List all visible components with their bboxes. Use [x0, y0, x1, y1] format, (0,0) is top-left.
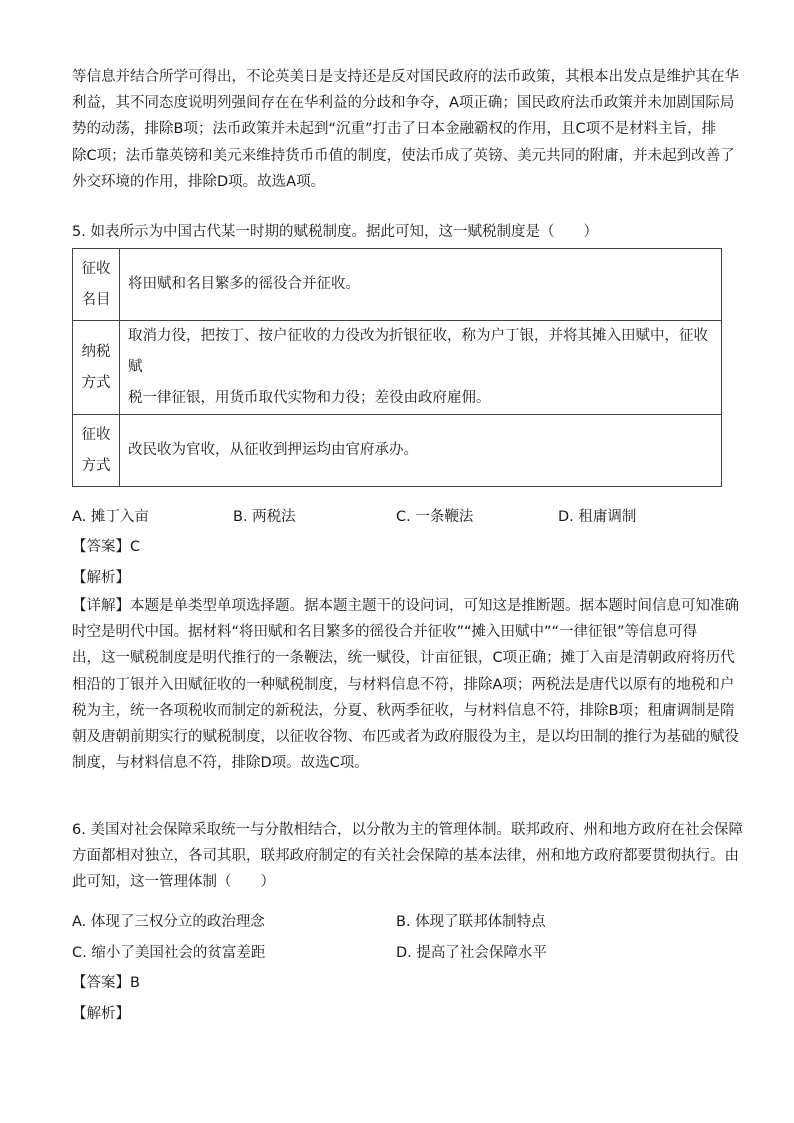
tax-system-table: [72, 248, 722, 487]
q4-analysis-paragraph: [72, 64, 739, 195]
text-line: 税为主，统一各项税收而制定的新税法，分夏、秋两季征收，与材料信息不符，排除B项；租庸调制是隋: [72, 702, 735, 719]
text-line: 【详解】本题是单类型单项选择题。据本题主题干的设问词，可知这是推断题。据本题时间信息可知准确: [72, 598, 739, 614]
text-line: 时空是明代中国。据材料“将田赋和名目繁多的徭役合并征收”“摊入田赋中”“一律征银”等信息可得: [72, 624, 698, 641]
q5-option-b: B. 两税法: [233, 509, 296, 525]
label-line: 纳税: [81, 343, 111, 360]
q5-analysis-title: 【解析】: [72, 570, 130, 586]
row-label: [73, 415, 120, 487]
content-line: 税一律征银，用货币取代实物和力役；差役由政府雇佣。: [128, 390, 491, 406]
q5-option-d: D. 租庸调制: [558, 509, 637, 525]
q6-analysis-title: 【解析】: [72, 1006, 130, 1022]
text-line: 制度，与材料信息不符，排除D项。故选C项。: [72, 755, 369, 772]
q5-option-c: C. 一条鞭法: [396, 509, 474, 525]
text-line: 方面都相对独立，各司其职，联邦政府制定的有关社会保障的基本法律，州和地方政府都要贯彻执行。由: [72, 848, 739, 865]
text-line: 相沿的丁银并入田赋征收的一种赋税制度，与材料信息不符，排除A项；两税法是唐代以原有的地税和户: [72, 676, 735, 693]
content-line: 取消力役，把按丁、按户征收的力役改为折银征收，称为户丁银，并将其摊入田赋中，征收赋: [128, 328, 708, 375]
q5-detail-paragraph: [72, 593, 739, 776]
q6-stem: [72, 817, 743, 896]
content-line: 将田赋和名目繁多的徭役合并征收。: [128, 276, 360, 292]
q5-answer: 【答案】C: [72, 539, 141, 555]
row-content: [120, 249, 722, 321]
text-line: 朝及唐朝前期实行的赋税制度，以征收谷物、布匹或者为政府服役为主，是以均田制的推行为基础的赋役: [72, 729, 739, 746]
row-label: [73, 321, 120, 415]
text-line: 利益，其不同态度说明列强间存在在华利益的分歧和争夺，A项正确；国民政府法币政策并未加剧国际局: [72, 95, 735, 112]
row-content: [120, 321, 722, 415]
q6-option-b: B. 体现了联邦体制特点: [396, 914, 546, 930]
text-line: 此可知，这一管理体制（ ）: [72, 874, 275, 891]
q5-stem: 5. 如表所示为中国古代某一时期的赋税制度。据此可知，这一赋税制度是（ ）: [72, 224, 598, 240]
label-line: 方式: [81, 457, 111, 474]
text-line: 6. 美国对社会保障采取统一与分散相结合，以分散为主的管理体制。联邦政府、州和地方政府在社会保障: [72, 822, 743, 838]
text-line: 势的动荡，排除B项；法币政策并未起到“沉重”打击了日本金融霸权的作用，且C项不是材料主旨，排: [72, 121, 717, 138]
q6-answer: 【答案】B: [72, 975, 140, 991]
label-line: 名目: [81, 291, 111, 308]
label-line: 征收: [81, 260, 111, 277]
text-line: 外交环境的作用，排除D项。故选A项。: [72, 173, 326, 190]
content-line: 改民收为官收，从征收到押运均由官府承办。: [128, 442, 418, 458]
text-line: 出，这一赋税制度是明代推行的一条鞭法，统一赋役，计亩征银，C项正确；摊丁入亩是清朝政府将历代: [72, 650, 735, 667]
row-content: [120, 415, 722, 487]
row-label: [73, 249, 120, 321]
q5-option-a: A. 摊丁入亩: [72, 509, 149, 525]
table-row: [73, 321, 722, 415]
table-row: [73, 249, 722, 321]
q6-option-a: A. 体现了三权分立的政治理念: [72, 914, 265, 930]
table-row: [73, 415, 722, 487]
text-line: 等信息并结合所学可得出，不论英美日是支持还是反对国民政府的法币政策，其根本出发点是维护其在华: [72, 69, 739, 85]
q6-option-c: C. 缩小了美国社会的贫富差距: [72, 945, 266, 961]
label-line: 方式: [81, 374, 111, 391]
text-line: 除C项；法币靠英镑和美元来维持货币币值的制度，使法币成了英镑、美元共同的附庸，并未起到改善了: [72, 147, 735, 164]
q6-option-d: D. 提高了社会保障水平: [396, 945, 547, 961]
label-line: 征收: [81, 426, 111, 443]
